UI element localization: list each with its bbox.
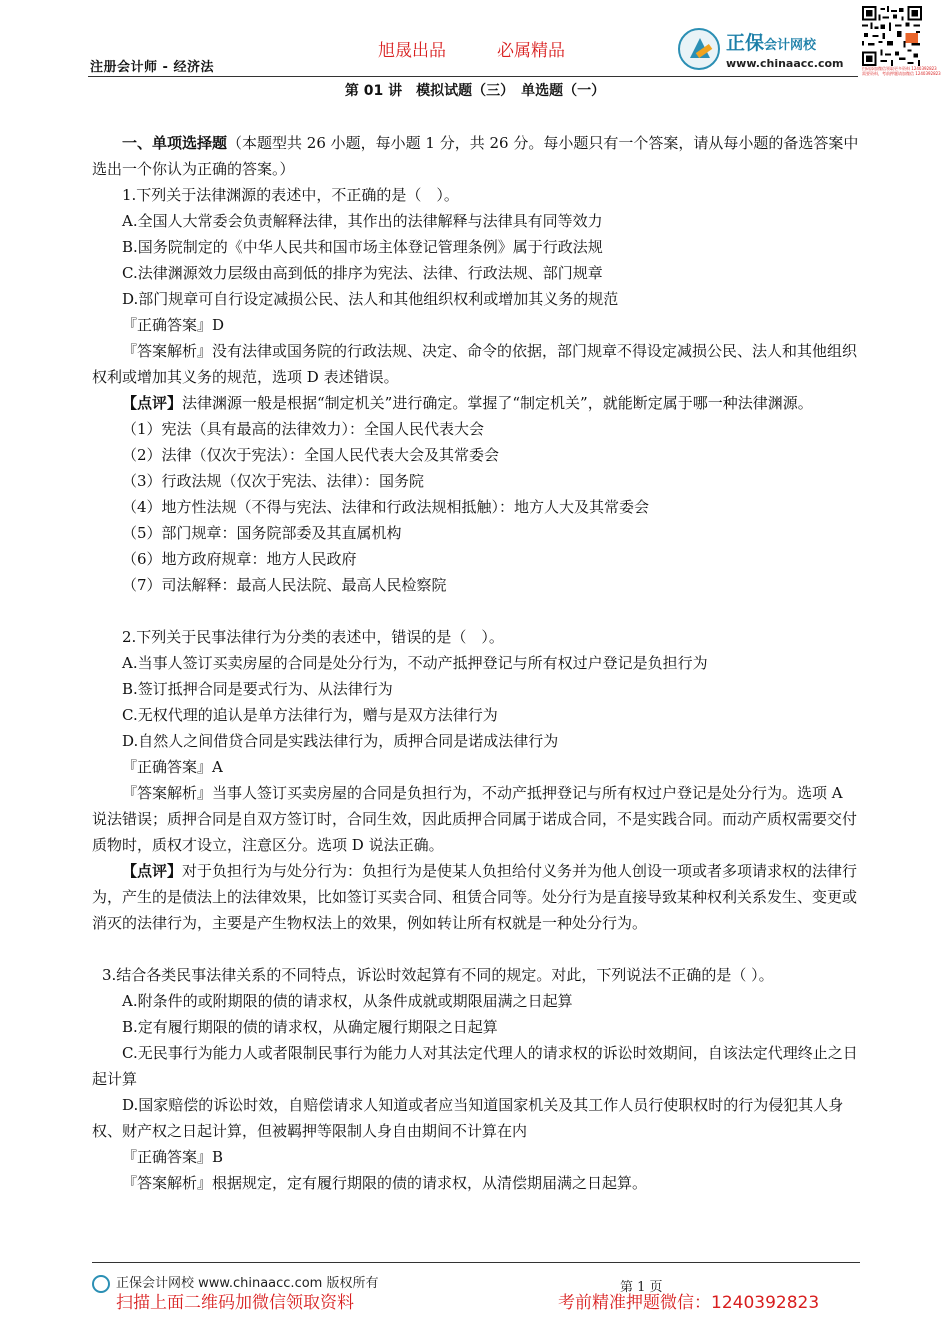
question-stem: 3.结合各类民事法律关系的不同特点，诉讼时效起算有不同的规定。对此，下列说法不正确的是（ ）。 <box>102 966 774 984</box>
option-d: D.国家赔偿的诉讼时效，自赔偿请求人知道或者应当知道国家机关及其工作人员行使职权时的行为侵犯其人身权、财产权之日起计算，但被羁押等限制人身自由期间不计算在内 <box>92 1096 844 1140</box>
promo-left: 扫描上面二维码加微信领取资料 <box>116 1293 354 1313</box>
page-number: 第 1 页 <box>620 1280 663 1295</box>
comment-text: 法律渊源一般是根据“制定机关”进行确定。掌握了“制定机关”，就能断定属于哪一种法律渊源。 <box>182 394 813 412</box>
spacer <box>92 598 860 624</box>
list-item: （1）宪法（具有最高的法律效力）：全国人民代表大会 <box>122 420 485 438</box>
answer-analysis: 『答案解析』根据规定，定有履行期限的债的请求权，从清偿期届满之日起算。 <box>122 1174 648 1192</box>
list-item: （2）法律（仅次于宪法）：全国人民代表大会及其常委会 <box>122 446 500 464</box>
document-body <box>92 130 860 1196</box>
chinaacc-logo[interactable] <box>678 28 858 74</box>
logo-name-sub: 会计网校 <box>764 38 817 53</box>
page-title: 第 01 讲 模拟试题（三） 单选题（一） <box>344 83 606 99</box>
qr-caption-1: 扫码添加微信领取更多资料 1240392823 <box>862 66 937 71</box>
comment-label: 【点评】 <box>122 862 183 880</box>
comment-text: 对于负担行为与处分行为：负担行为是使某人负担给付义务并为他人创设一项或者多项请求权的法律行为，产生的是债法上的法律效果，比如签订买卖合同、租赁合同等。处分行为是直接导致某种权利关系发生、变更或消灭的法律行为，主要是产生物权法上的效果，例如转让所有权就是一种处分行为。 <box>92 862 858 932</box>
option-c: C.无民事行为能力人或者限制民事行为能力人对其法定代理人的请求权的诉讼时效期间，自该法定代理终止之日起计算 <box>92 1044 858 1088</box>
list-item: （6）地方政府规章：地方人民政府 <box>122 550 357 568</box>
question-stem: 1.下列关于法律渊源的表述中，不正确的是（ ）。 <box>122 186 459 204</box>
footer-divider <box>92 1262 860 1263</box>
comment-label: 【点评】 <box>122 394 183 412</box>
option-a: A.当事人签订买卖房屋的合同是处分行为，不动产抵押登记与所有权过户登记是负担行为 <box>122 654 708 672</box>
header-divider <box>88 76 858 77</box>
list-item: （4）地方性法规（不得与宪法、法律和行政法规相抵触）：地方人大及其常委会 <box>122 498 650 516</box>
qr-code-icon <box>862 6 922 66</box>
comment <box>92 858 860 936</box>
section-instructions: （本题型共 26 小题，每小题 1 分，共 26 分。每小题只有一个答案，请从每小题的备选答案中选出一个你认为正确的答案。） <box>92 134 859 178</box>
option-c: C.无权代理的追认是单方法律行为，赠与是双方法律行为 <box>122 706 498 724</box>
list-item: （3）行政法规（仅次于宪法、法律）：国务院 <box>122 472 425 490</box>
option-a: A.附条件的或附期限的债的请求权，从条件成就或期限届满之日起算 <box>122 992 573 1010</box>
option-b: B.签订抵押合同是要式行为、从法律行为 <box>122 680 393 698</box>
option-b: B.国务院制定的《中华人民共和国市场主体登记管理条例》属于行政法规 <box>122 238 603 256</box>
option-d: D.自然人之间借贷合同是实践法律行为，质押合同是诺成法律行为 <box>122 732 559 750</box>
option-a: A.全国人大常委会负责解释法律，其作出的法律解释与法律具有同等效力 <box>122 212 603 230</box>
question-stem: 2.下列关于民事法律行为分类的表述中，错误的是（ ）。 <box>122 628 504 646</box>
section-intro <box>92 130 860 182</box>
slogan-left: 旭晟出品 <box>378 41 446 61</box>
logo-emblem-icon <box>678 28 720 70</box>
option-d: D.部门规章可自行设定减损公民、法人和其他组织权利或增加其义务的规范 <box>122 290 619 308</box>
footer-logo-icon <box>92 1275 110 1293</box>
section-heading: 一、单项选择题 <box>122 134 228 152</box>
logo-name: 正保 <box>726 32 765 54</box>
comment <box>92 390 860 416</box>
list-item: （7）司法解释：最高人民法院、最高人民检察院 <box>122 576 447 594</box>
option-b: B.定有履行期限的债的请求权，从确定履行期限之日起算 <box>122 1018 498 1036</box>
course-name: 注册会计师 - 经济法 <box>90 60 214 75</box>
correct-answer: 『正确答案』D <box>122 316 225 334</box>
answer-analysis: 『答案解析』没有法律或国务院的行政法规、决定、命令的依据，部门规章不得设定减损公民、法人和其他组织权利或增加其义务的规范，选项 D 表述错误。 <box>92 342 858 386</box>
answer-analysis: 『答案解析』当事人签订买卖房屋的合同是负担行为，不动产抵押登记与所有权过户登记是处分行为。选项 A 说法错误；质押合同是自双方签订时，合同生效，因此质押合同属于诺成合同，不是实践合同。而动产质权需要交付质物时，质权才设立，注意区分。选项 D 说法正确。 <box>92 784 858 854</box>
option-c: C.法律渊源效力层级由高到低的排序为宪法、法律、行政法规、部门规章 <box>122 264 603 282</box>
slogan-right: 必属精品 <box>497 41 565 61</box>
logo-url: www.chinaacc.com <box>726 57 844 70</box>
correct-answer: 『正确答案』B <box>122 1148 224 1166</box>
footer-copyright-text: 正保会计网校 www.chinaacc.com 版权所有 <box>116 1276 379 1291</box>
correct-answer: 『正确答案』A <box>122 758 223 776</box>
promo-right: 考前精准押题微信：1240392823 <box>558 1293 820 1313</box>
qr-code <box>862 6 941 82</box>
qr-caption-2: 需要资料，考前押题请加微信 1240392823 <box>862 71 941 76</box>
list-item: （5）部门规章：国务院部委及其直属机构 <box>122 524 402 542</box>
spacer <box>92 936 860 962</box>
